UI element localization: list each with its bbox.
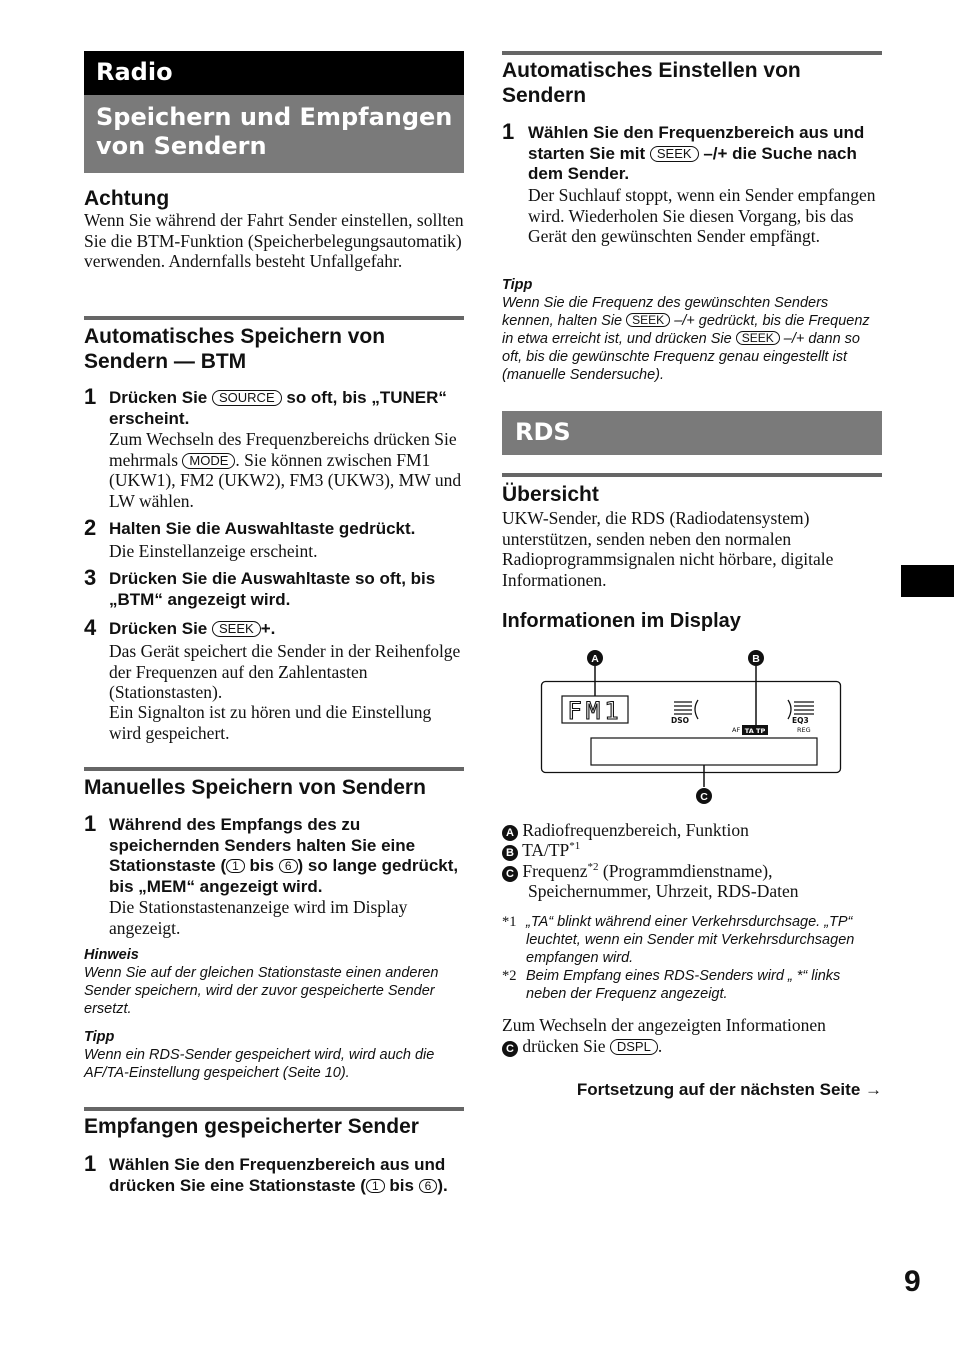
switch-info-marker: C — [502, 1041, 518, 1057]
step-number: 1 — [84, 384, 97, 409]
step-number: 1 — [502, 119, 515, 144]
hinweis-text: Wenn Sie auf der gleichen Stationstaste einen anderen Sender speichern, wird der zuvor gespeicherte Sender ersetzt. — [84, 965, 439, 1017]
display-info-title: Informationen im Display — [502, 610, 741, 632]
section-header-radio-label: Radio — [96, 58, 173, 86]
svg-text:C: C — [700, 791, 708, 803]
switch-info-text: drücken Sie — [518, 1036, 610, 1056]
callout-a — [587, 650, 603, 666]
section-header-speichern-label: Speichern und Empfangen von Sendern — [96, 103, 453, 160]
legend-b — [502, 840, 882, 861]
divider — [84, 316, 464, 320]
btm-step-3: Drücken Sie die Auswahltaste so oft, bis „BTM“ angezeigt wird. — [109, 569, 436, 609]
auto-step-1 — [528, 123, 882, 185]
tipp-text: Wenn ein RDS-Sender gespeichert wird, wird auch die AF/TA-Einstellung gespeichert (Seite 10). — [84, 1047, 435, 1081]
hinweis-title: Hinweis — [84, 947, 139, 963]
btm-step-4-b: +. — [260, 619, 276, 638]
legend-a-marker: A — [502, 825, 518, 841]
step-number: 3 — [84, 565, 97, 590]
svg-text:B: B — [752, 653, 760, 665]
footnote-1-mark: *1 — [502, 914, 517, 930]
chapter-side-tab — [901, 565, 954, 597]
legend-b-marker: B — [502, 845, 518, 861]
af-label: AF — [732, 726, 741, 734]
ta-tp-label: TA TP — [744, 727, 766, 735]
btm-step-2: Halten Sie die Auswahltaste gedrückt. — [109, 519, 416, 538]
auto-tipp-b: –/+ gedrückt, bis die Frequenz in etwa erreicht ist, und drücken Sie — [502, 313, 870, 347]
receive-step-1-mid: bis — [384, 1175, 419, 1195]
btm-step-4-body-1: Das Gerät speichert die Sender in der Reihenfolge der Frequenzen auf den Zahlentasten (Stationstasten). — [109, 641, 461, 702]
lcd-text-area — [591, 738, 817, 765]
receive-step-1-b: ). — [437, 1175, 448, 1195]
seek-key: SEEK — [626, 313, 670, 327]
footnote-1-text: „TA“ blinkt während einer Verkehrsdurchsage. „TP“ leuchtet, wenn ein Sender mit Verkehrsdurchsagen empfangen wird. — [526, 914, 855, 966]
step-number: 1 — [84, 1151, 97, 1176]
callout-c — [696, 788, 712, 804]
auto-step-1-b: –/+ die Suche nach dem Sender. — [528, 143, 857, 183]
divider — [84, 1107, 464, 1111]
btm-step-1 — [109, 388, 464, 429]
section-header-rds-label: RDS — [515, 418, 571, 446]
step-number: 1 — [84, 811, 97, 836]
dso-label: DSO — [671, 716, 690, 725]
mode-key: MODE — [182, 453, 235, 469]
legend-c-text-1: Frequenz — [522, 861, 588, 881]
preset-key-6: 6 — [419, 1179, 438, 1193]
reg-label: REG — [797, 726, 811, 734]
manual-step-1-a: Während des Empfangs des zu speichernden Senders halten Sie eine Stationstaste ( — [109, 815, 416, 875]
auto-step-1-a: Wählen Sie den Frequenzbereich aus und starten Sie mit — [528, 123, 865, 163]
manual-title: Manuelles Speichern von Sendern — [84, 776, 426, 799]
legend-c-text-2: (Programmdienstname), — [598, 861, 773, 881]
legend-a — [502, 820, 882, 841]
seek-key: SEEK — [212, 621, 261, 637]
auto-tipp-a: Wenn Sie die Frequenz des gewünschten Senders kennen, halten Sie — [502, 295, 829, 329]
achtung-text: Wenn Sie während der Fahrt Sender einstellen, sollten Sie die BTM-Funktion (Speicherbelegungsautomatik) verwenden. Andernfalls besteht Unfallgefahr. — [84, 210, 464, 271]
legend-c — [502, 861, 882, 882]
footnote-2-text: Beim Empfang eines RDS-Senders wird „ *“ links neben der Frequenz angezeigt. — [526, 968, 841, 1002]
legend-b-sup: *1 — [569, 840, 581, 853]
lcd-frequency-text: FM1 — [567, 697, 623, 725]
callout-b — [748, 650, 764, 666]
switch-info-end: . — [657, 1036, 663, 1056]
manual-step-1-mid: bis — [244, 856, 279, 875]
overview-title: Übersicht — [502, 483, 599, 506]
svg-text:A: A — [591, 653, 599, 665]
dspl-key: DSPL — [610, 1039, 658, 1055]
btm-step-4-a: Drücken Sie — [109, 619, 208, 638]
display-diagram — [540, 648, 844, 808]
auto-tipp-text — [502, 294, 882, 384]
tipp-title: Tipp — [502, 277, 533, 293]
btm-step-1-b: so oft, bis „TUNER“ erscheint. — [109, 388, 447, 428]
tipp-title: Tipp — [84, 1029, 115, 1045]
btm-step-4-body-2: Ein Signalton ist zu hören und die Einstellung wird gespeichert. — [109, 702, 432, 743]
auto-tipp-c: –/+ dann so oft, bis die gewünschte Frequenz genau eingestellt ist (manuelle Sendersuche). — [502, 331, 860, 383]
switch-info-line-2 — [502, 1036, 882, 1057]
section-header-rds — [502, 411, 882, 455]
receive-step-1 — [109, 1155, 464, 1196]
btm-title: Automatisches Speichern von Sendern — BTM — [84, 325, 386, 373]
preset-key-6: 6 — [279, 859, 298, 873]
seek-key: SEEK — [650, 146, 699, 162]
step-number: 4 — [84, 615, 97, 640]
legend-c-sup: *2 — [587, 861, 599, 874]
btm-step-1-body-b: . Sie können zwischen FM1 (UKW1), FM2 (UKW2), FM3 (UKW3), MW und LW wählen. — [109, 449, 462, 511]
footnote-2-mark: *2 — [502, 968, 517, 984]
legend-c-marker: C — [502, 866, 518, 882]
legend-a-text: Radiofrequenzbereich, Funktion — [522, 820, 749, 840]
btm-step-1-a: Drücken Sie — [109, 388, 208, 407]
legend-b-text: TA/TP — [522, 840, 570, 860]
section-header-radio — [84, 51, 464, 95]
eq-label: EQ3 — [792, 716, 809, 725]
manual-step-1-body: Die Stationstastenanzeige wird im Display angezeigt. — [109, 897, 408, 938]
receive-step-1-a: Wählen Sie den Frequenzbereich aus und drücken Sie eine Stationstaste ( — [109, 1155, 446, 1195]
receive-title: Empfangen gespeicherter Sender — [84, 1115, 419, 1138]
section-header-speichern — [84, 95, 464, 173]
source-key: SOURCE — [212, 390, 282, 406]
legend-c-line-2: Speichernummer, Uhrzeit, RDS-Daten — [528, 881, 799, 901]
manual-step-1-b: ) so lange gedrückt, bis „MEM“ angezeigt wird. — [109, 856, 459, 896]
btm-step-1-body — [109, 429, 464, 511]
switch-info-line-1: Zum Wechseln der angezeigten Informationen — [502, 1015, 826, 1035]
step-number: 2 — [84, 515, 97, 540]
btm-step-2-body: Die Einstellanzeige erscheint. — [109, 541, 318, 561]
preset-key-1: 1 — [226, 859, 245, 873]
divider — [502, 473, 882, 477]
manual-step-1 — [109, 815, 464, 897]
page-number: 9 — [904, 1265, 921, 1298]
auto-step-1-body: Der Suchlauf stoppt, wenn ein Sender empfangen wird. Wiederholen Sie diesen Vorgang, bis das Gerät den gewünschten Sender empfängt. — [528, 185, 876, 246]
divider — [84, 767, 464, 771]
btm-step-4 — [109, 619, 464, 640]
seek-key: SEEK — [736, 331, 780, 345]
overview-text: UKW-Sender, die RDS (Radiodatensystem) unterstützen, senden neben den normalen Radioprogrammsignalen nicht hörbare, digitale Informationen. — [502, 508, 834, 590]
preset-key-1: 1 — [366, 1179, 385, 1193]
continue-note: Fortsetzung auf der nächsten Seite → — [576, 1080, 882, 1099]
btm-step-1-body-a: Zum Wechseln des Frequenzbereichs drücken Sie mehrmals — [109, 429, 457, 470]
divider — [502, 51, 882, 55]
auto-tune-title: Automatisches Einstellen von Sendern — [502, 59, 801, 107]
achtung-title: Achtung — [84, 187, 170, 210]
